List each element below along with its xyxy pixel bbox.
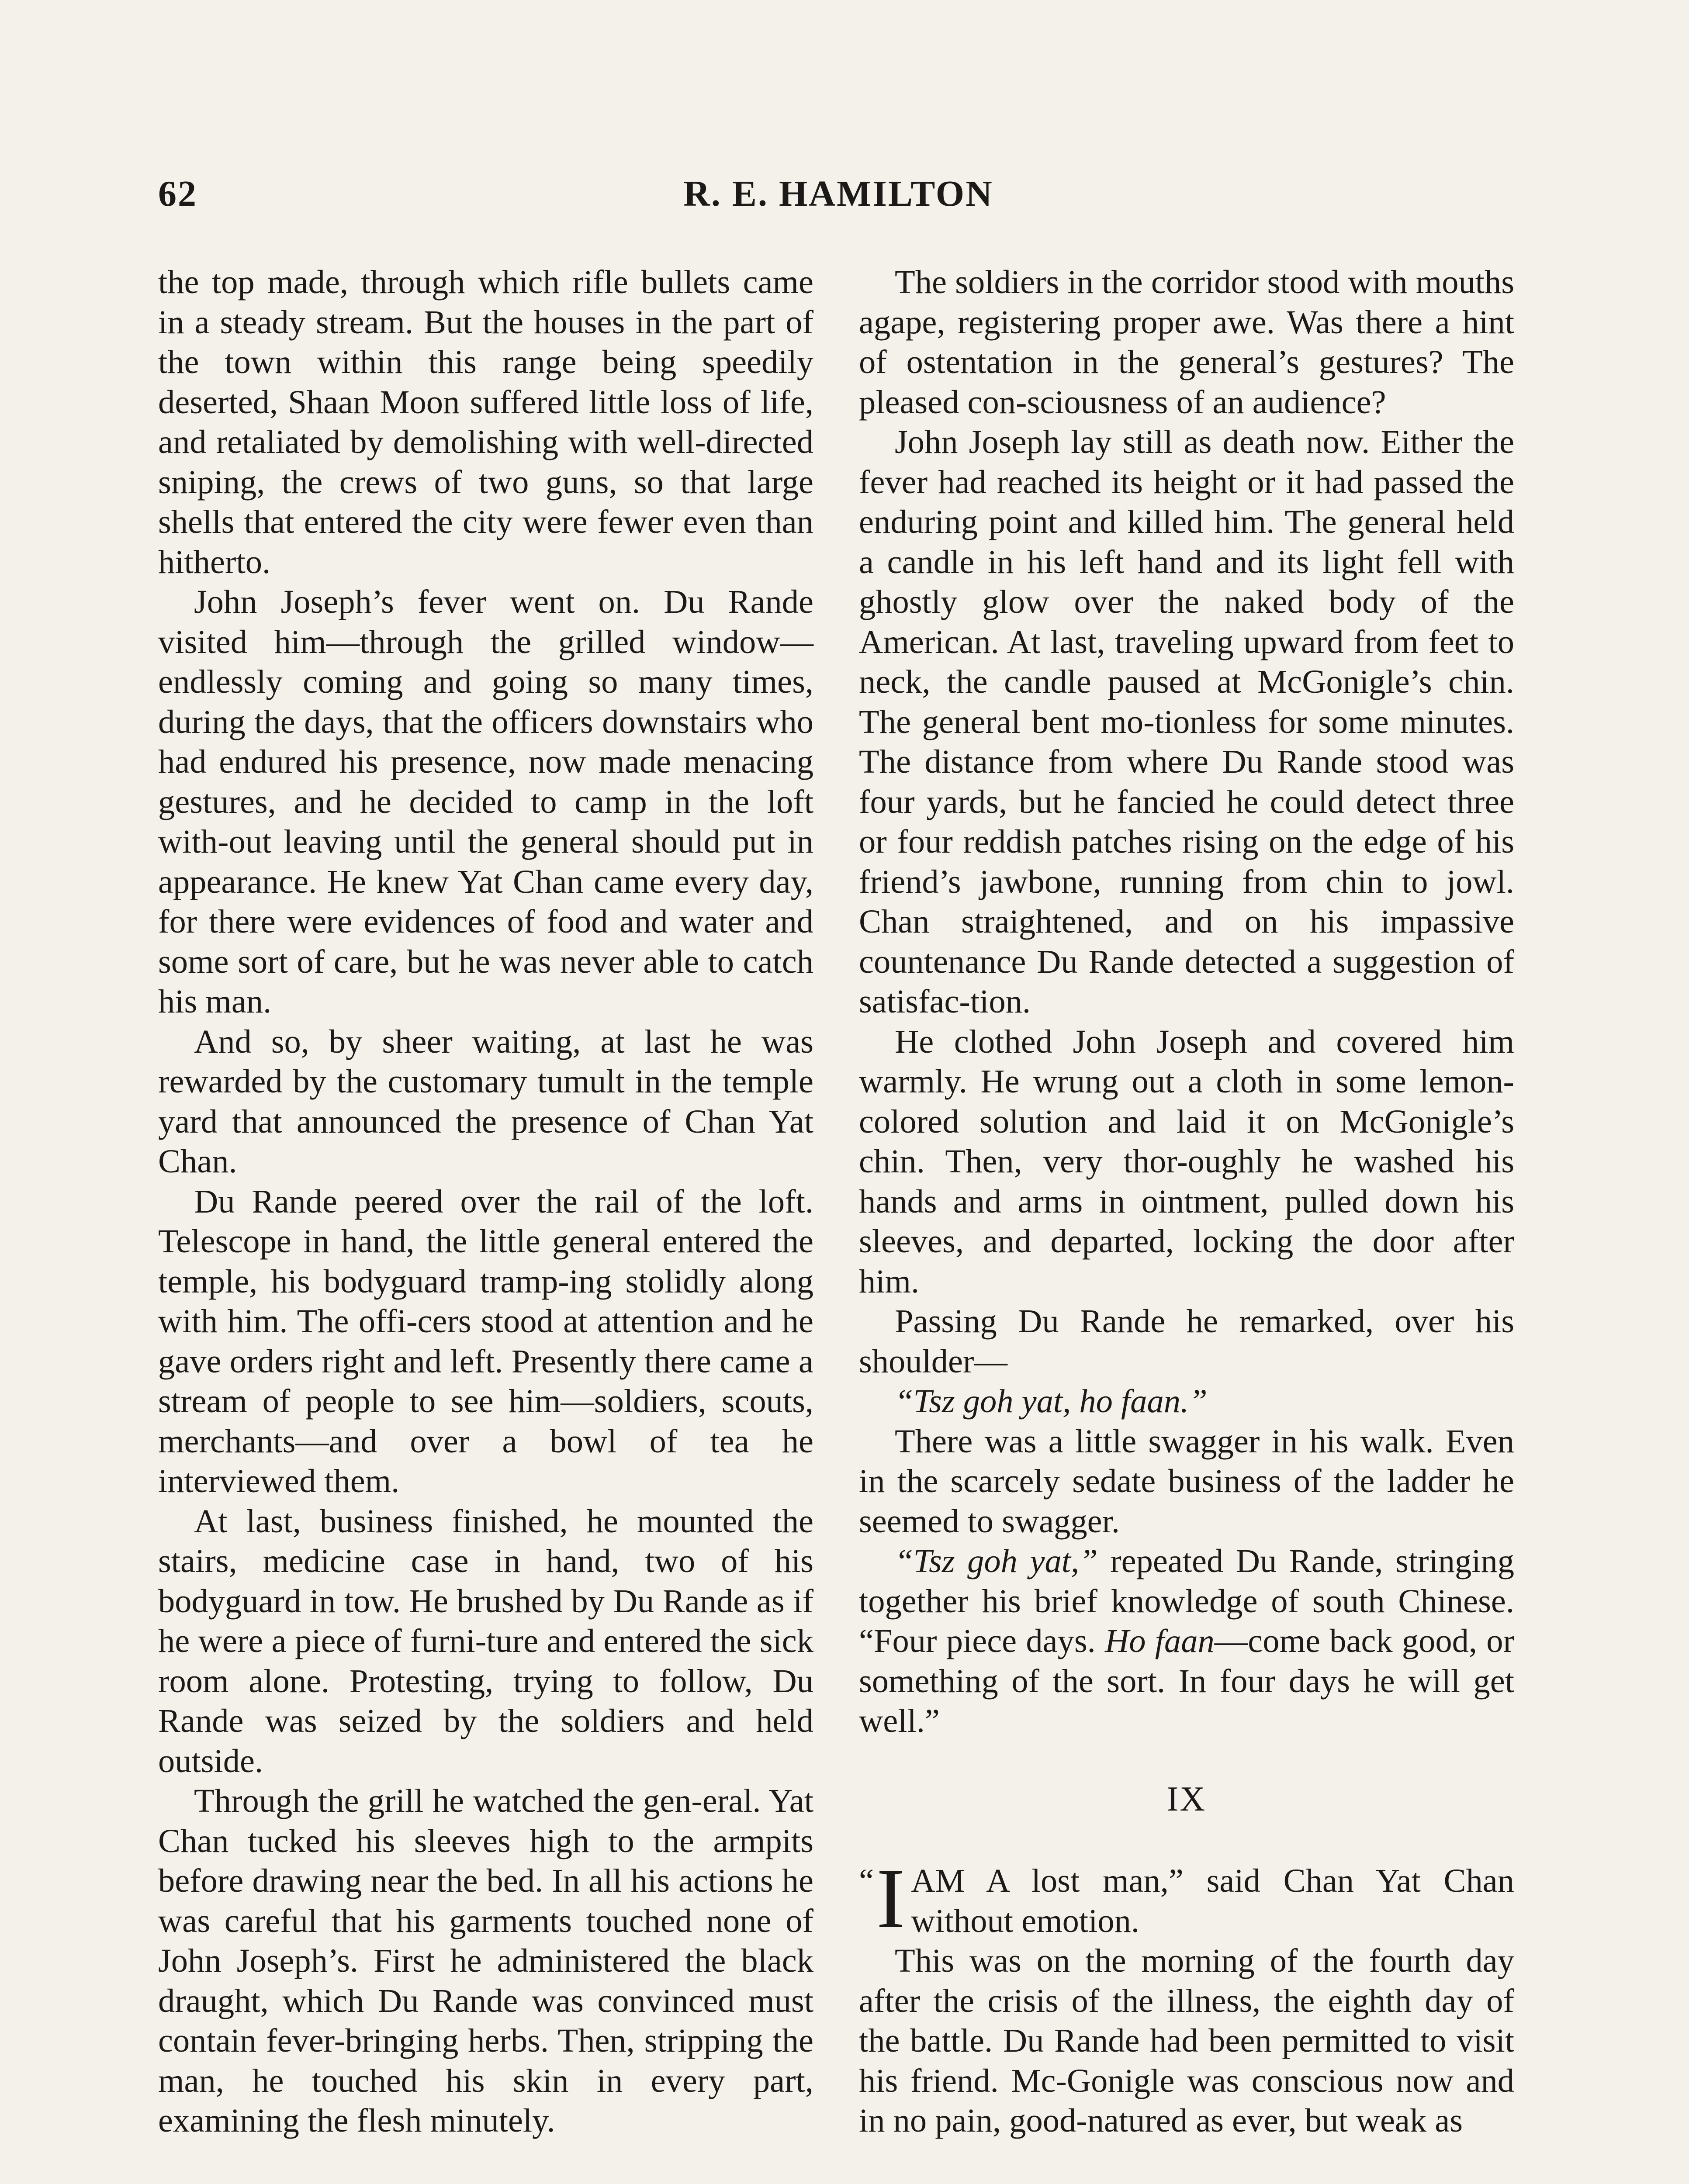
left-column	[158, 262, 813, 2141]
running-head	[158, 173, 1519, 221]
paragraph: Through the grill he watched the gen-eral. Yat Chan tucked his sleeves high to the armpits before drawing near the bed. In all his actions he was careful that his garments touched none of John Joseph’s. First he administered the black draught, which Du Rande was convinced must contain fever-bringing herbs. Then, stripping the man, he touched his skin in every part, examining the flesh minutely.	[158, 1782, 813, 2139]
paragraph: This was on the morning of the fourth day after the crisis of the illness, the eighth day of the battle. Du Rande had been permitted to visit his friend. Mc-Gonigle was conscious now and in no pain, good-natured as ever, but weak as	[859, 1942, 1514, 2139]
open-quote: “	[859, 1862, 874, 1899]
right-column	[859, 262, 1514, 2141]
paragraph: the top made, through which rifle bullets came in a steady stream. But the houses in the part of the town within this range being speedily deserted, Shaan Moon suffered little loss of life, and retaliated by demolishing with well-directed sniping, the crews of two guns, so that large shells that entered the city were fewer even than hitherto.	[158, 263, 813, 581]
paragraph: The soldiers in the corridor stood with mouths agape, registering proper awe. Was there a hint of ostentation in the general’s gestures? The pleased con-sciousness of an audience?	[859, 263, 1514, 421]
drop-cap: I	[876, 1851, 905, 1946]
paragraph: There was a little swagger in his walk. Even in the scarcely sedate business of the ladder he seemed to swagger.	[859, 1422, 1514, 1540]
paragraph: At last, business finished, he mounted the stairs, medicine case in hand, two of his bodyguard in tow. He brushed by Du Rande as if he were a piece of furni-ture and entered the sick room alone. Protesting, trying to follow, Du Rande was seized by the soldiers and held outside.	[158, 1502, 813, 1780]
paragraph	[859, 1541, 1514, 1741]
page-number: 62	[158, 173, 197, 214]
text-run: AM A lost man,” said Chan Yat Chan without emotion.	[911, 1862, 1514, 1939]
paragraph: He clothed John Joseph and covered him warmly. He wrung out a cloth in some lemon-colored solution and laid it on McGonigle’s chin. Then, very thor-oughly he washed his hands and arms in ointment, pulled down his sleeves, and departed, locking the door after him.	[859, 1023, 1514, 1300]
chapter-opening-paragraph	[859, 1851, 1514, 1946]
text-run: repeated Du Rande, stringing together his brief knowledge of south Chinese. “Four piece days.	[859, 1542, 1514, 1659]
text-run: —come back good, or something of the sort. In four days he will get well.”	[859, 1622, 1515, 1739]
paragraph: Passing Du Rande he remarked, over his shoulder—	[859, 1303, 1514, 1380]
quote-text: “Tsz goh yat, ho faan.”	[895, 1382, 1208, 1420]
paragraph: John Joseph lay still as death now. Either the fever had reached its height or it had passed the enduring point and killed him. The general held a candle in his left hand and its light fell with ghostly glow over the naked body of the American. At last, traveling upward from feet to neck, the candle paused at McGonigle’s chin. The general bent mo-tionless for some minutes. The distance from where Du Rande stood was four yards, but he fancied he could detect three or four reddish patches rising on the edge of his friend’s jawbone, running from chin to jowl. Chan straightened, and on his impassive countenance Du Rande detected a suggestion of satisfac-tion.	[859, 423, 1514, 1020]
italic-phrase: “Tsz goh yat,”	[895, 1542, 1098, 1579]
italic-phrase: Ho faan	[1105, 1622, 1215, 1659]
paragraph: And so, by sheer waiting, at last he was rewarded by the customary tumult in the temple yard that announced the presence of Chan Yat Chan.	[158, 1023, 813, 1180]
paragraph: John Joseph’s fever went on. Du Rande visited him—through the grilled window—endlessly coming and going so many times, during the days, that the officers downstairs who had endured his presence, now made menacing gestures, and he decided to camp in the loft with-out leaving until the general should put in appearance. He knew Yat Chan came every day, for there were evidences of food and water and some sort of care, but he was never able to catch his man.	[158, 583, 813, 1020]
quoted-line	[859, 1381, 1514, 1421]
section-number: IX	[1166, 1780, 1207, 1818]
paragraph: Du Rande peered over the rail of the loft. Telescope in hand, the little general entered the temple, his bodyguard tramp-ing stolidly along with him. The offi-cers stood at attention and he gave orders right and left. Presently there came a stream of people to see him—soldiers, scouts, merchants—and over a bowl of tea he interviewed them.	[158, 1182, 813, 1500]
header-title: R. E. HAMILTON	[683, 173, 993, 214]
